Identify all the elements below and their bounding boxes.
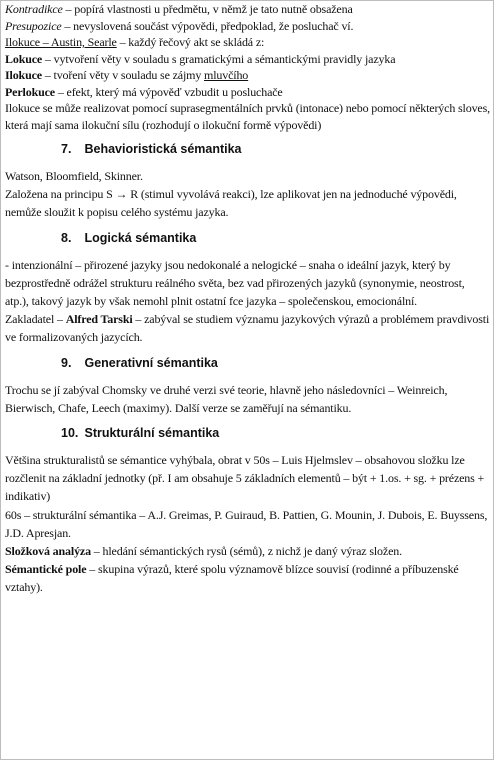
section-9-number: 9.: [61, 355, 72, 370]
perlokuce-text: – efekt, který má výpověď vzbudit u posluchače: [54, 84, 283, 99]
founder-name: Alfred Tarski: [65, 312, 133, 327]
perlokuce-term: Perlokuce: [5, 84, 55, 99]
section-7-authors: Watson, Bloomfield, Skinner.: [5, 169, 143, 183]
semanticke-pole-term: Sémantické pole: [5, 562, 87, 577]
ilokuce-paragraph: Ilokuce se může realizovat pomocí suprasegmentálních prvků (intonace) nebo pomocí některých sloves, která mají sama ilokuční sílu (rozhodují o ilokuční formě výpovědi): [5, 101, 490, 132]
kontradikce-line: [5, 1, 491, 18]
section-7-paragraph: Založena na principu S → R (stimul vyvolává reakci), lze aplikovat jen na jednoduché výpovědi, nemůže sloužit k popisu celého systému jazyka.: [5, 187, 457, 220]
ilokuce-heading-text: – každý řečový akt se skládá z:: [116, 35, 265, 49]
section-7-heading: [5, 139, 491, 159]
section-10-paragraph: Většina strukturalistů se sémantice vyhýbala, obrat v 50s – Luis Hjelmslev – obsahovou složku lze rozčlenit na základní jednotky (př. I am obsahuje 5 základních elementů – být + 1.os. + sg. + prézens + indikativ): [5, 453, 485, 504]
slozkova-analyza-line: [5, 542, 491, 560]
section-10-title: Strukturální sémantika: [84, 426, 220, 441]
slozkova-analyza-text: – hledání sémantických rysů (sémů), z nichž je daný výraz složen.: [90, 544, 402, 559]
lokuce-text: – vytvoření věty v souladu s gramatickými a sémantickými pravidly jazyka: [42, 51, 396, 66]
section-8-paragraph: - intenzionální – přirozené jazyky jsou nedokonalé a nelogické – snaha o ideální jazyk, který by bezprostředně odrážel strukturu reálného světa, bez vad přirozených jazyků (synonymie, neostrost, atp.), takový jazyk by však nemohl plnit ostatní fce jazyka – společenskou, emocionální.: [5, 257, 465, 309]
section-9-paragraph: Trochu se jí zabýval Chomsky ve druhé verzi své teorie, hlavně jeho následovníci – Weinreich, Bierwisch, Chafe, Leech (maximy). Další verze se zaměřují na sémantiku.: [5, 382, 448, 415]
section-9-title: Generativní sémantika: [84, 355, 218, 370]
section-8-number: 8.: [61, 230, 72, 245]
semanticke-pole-text: – skupina výrazů, které spolu významově blízce souvisí (rodinné a příbuzenské vztahy).: [5, 562, 459, 595]
ilokuce-text: – tvoření věty v souladu se zájmy: [41, 68, 205, 82]
section-10-heading: [5, 423, 491, 443]
presupozice-line: [5, 18, 491, 35]
kontradikce-text: – popírá vlastnosti u předmětu, v němž je tato nutně obsažena: [62, 2, 353, 16]
slozkova-analyza-term: Složková analýza: [5, 544, 91, 559]
section-10-number: 10.: [61, 426, 79, 441]
kontradikce-term: Kontradikce: [5, 2, 63, 16]
mluvciho-link: mluvčího: [204, 68, 249, 82]
section-9-heading: [5, 353, 491, 373]
lokuce-term: Lokuce: [5, 51, 43, 66]
founder-text: – zabýval se studiem významu jazykových výrazů a problémem pravdivosti ve formalizovaných jazycích.: [5, 312, 490, 345]
ilokuce-line: [5, 67, 491, 84]
section-7-title: Behavioristická sémantika: [84, 142, 242, 156]
section-8-title: Logická sémantika: [84, 230, 197, 245]
semanticke-pole-line: [5, 560, 491, 596]
founder-prefix: Zakladatel –: [5, 312, 66, 327]
ilokuce-heading-line: [5, 34, 491, 51]
document-body: [5, 1, 491, 597]
ilokuce-term: Ilokuce: [5, 68, 42, 82]
ilokuce-authors: Ilokuce – Austin, Searle: [5, 35, 117, 49]
perlokuce-line: [5, 84, 491, 101]
presupozice-term: Presupozice: [5, 18, 62, 33]
presupozice-text: – nevyslovená součást výpovědi, předpoklad, že posluchač ví.: [61, 18, 354, 33]
lokuce-line: [5, 51, 491, 68]
section-10-sixties: 60s – strukturální sémantika – A.J. Greimas, P. Guiraud, B. Pattien, G. Mounin, J. Dubois, E. Buyssens, J.D. Apresjan.: [5, 507, 488, 540]
section-7-number: 7.: [61, 142, 72, 156]
section-8-heading: [5, 228, 491, 248]
section-8-founder: [5, 310, 491, 346]
